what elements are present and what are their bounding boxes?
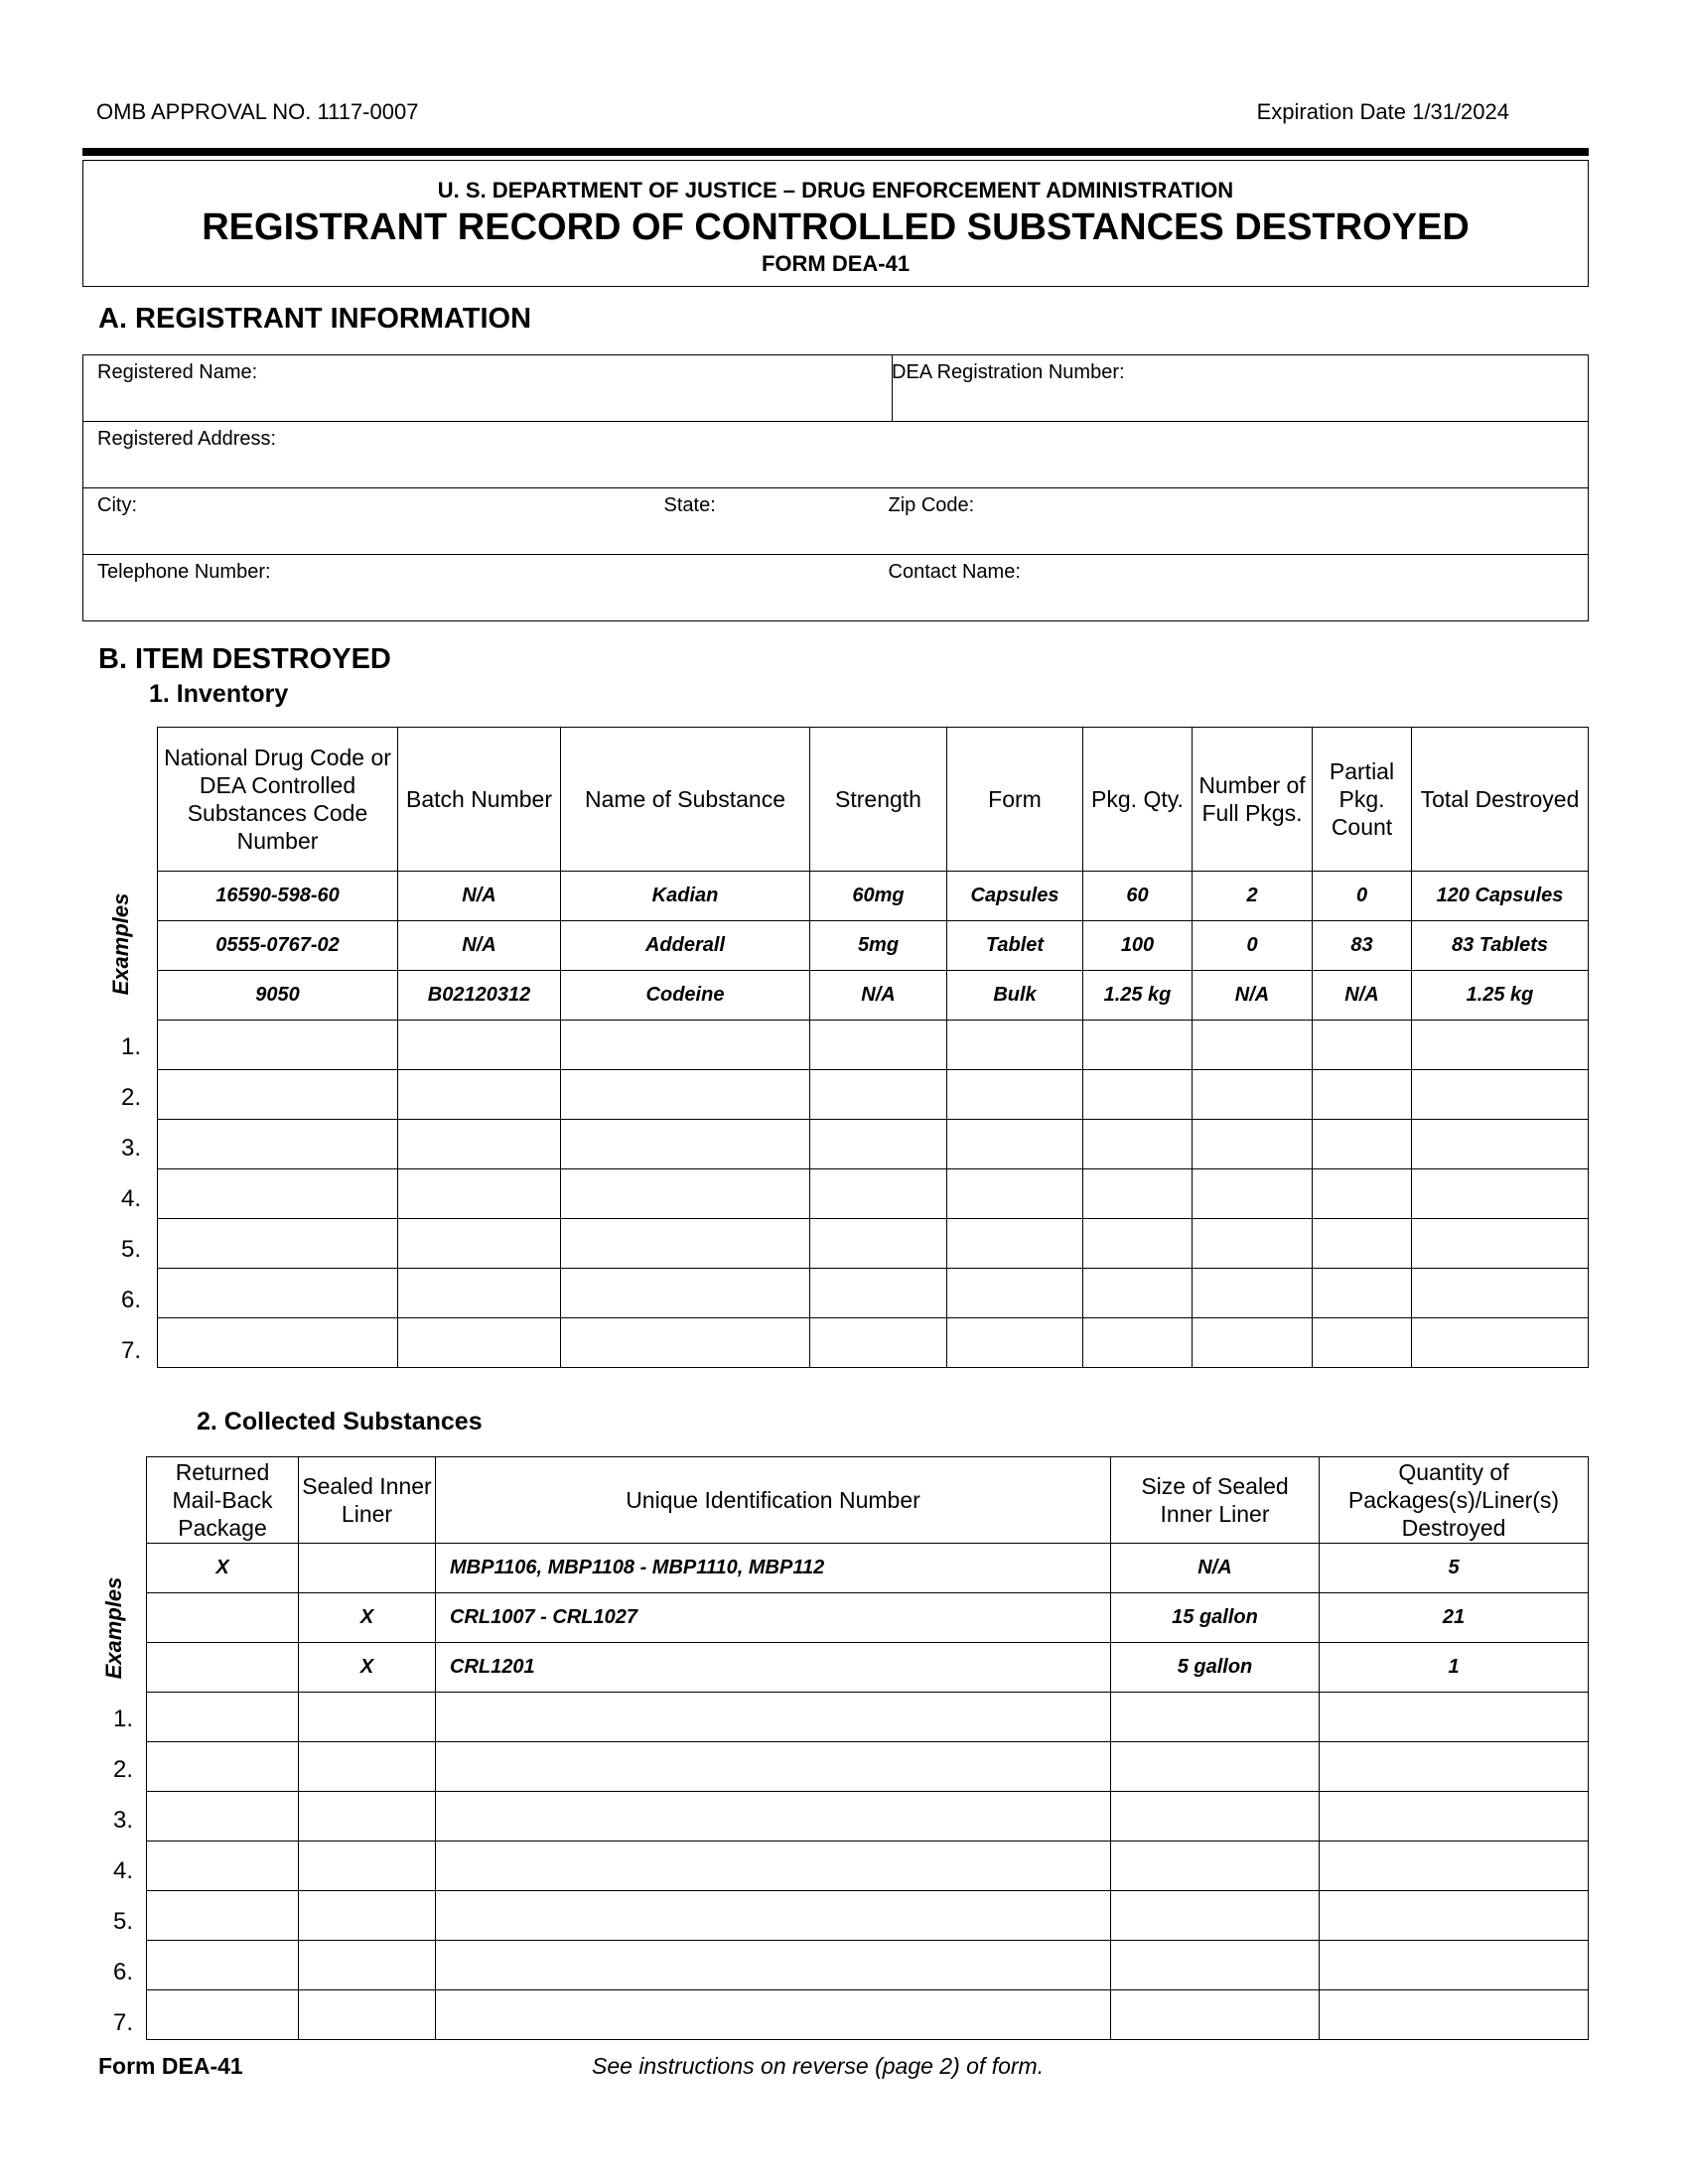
expiration-date: Expiration Date 1/31/2024 <box>1256 99 1509 124</box>
entry-cell[interactable] <box>147 1742 299 1792</box>
inv-col-header: Batch Number <box>398 728 561 872</box>
inv-col-header: Strength <box>810 728 947 872</box>
example-cell: CRL1201 <box>436 1643 1111 1693</box>
entry-cell[interactable] <box>1313 1219 1412 1269</box>
example-row <box>158 872 1589 921</box>
entry-cell[interactable] <box>147 1941 299 1990</box>
entry-cell[interactable] <box>1320 1891 1589 1941</box>
entry-cell[interactable] <box>1193 1120 1313 1169</box>
entry-cell[interactable] <box>398 1070 561 1120</box>
footer-form: Form DEA-41 <box>98 2053 243 2079</box>
entry-cell[interactable] <box>561 1269 810 1318</box>
example-cell: 5 gallon <box>1111 1643 1320 1693</box>
entry-cell[interactable] <box>1111 1891 1320 1941</box>
col-col-header: Unique Identification Number <box>436 1457 1111 1544</box>
row-number: 4. <box>112 1857 133 1884</box>
example-cell: CRL1007 - CRL1027 <box>436 1593 1111 1643</box>
entry-cell[interactable] <box>147 1792 299 1842</box>
entry-cell[interactable] <box>147 1990 299 2040</box>
example-cell: 60mg <box>810 872 947 921</box>
entry-cell[interactable] <box>810 1318 947 1368</box>
form-title: REGISTRANT RECORD OF CONTROLLED SUBSTANCES DESTROYED <box>202 206 1470 248</box>
example-row <box>158 921 1589 971</box>
entry-cell[interactable] <box>1412 1269 1589 1318</box>
entry-cell[interactable] <box>1412 1120 1589 1169</box>
entry-row <box>147 1842 1589 1891</box>
entry-cell[interactable] <box>947 1219 1083 1269</box>
collected-table <box>146 1456 1589 2040</box>
example-cell: 120 Capsules <box>1412 872 1589 921</box>
inventory-table <box>157 727 1589 1368</box>
row-number: 7. <box>120 1337 141 1364</box>
contact-label: Contact Name: <box>888 561 1021 583</box>
entry-cell[interactable] <box>947 1070 1083 1120</box>
collected-examples-label: Examples <box>101 1576 126 1680</box>
entry-cell[interactable] <box>398 1169 561 1219</box>
example-cell: X <box>299 1643 436 1693</box>
entry-cell[interactable] <box>1193 1070 1313 1120</box>
entry-cell[interactable] <box>1193 1318 1313 1368</box>
example-cell: 1 <box>1320 1643 1589 1693</box>
entry-cell[interactable] <box>1111 1742 1320 1792</box>
example-cell: 5mg <box>810 921 947 971</box>
entry-cell[interactable] <box>1313 1120 1412 1169</box>
row-number: 5. <box>112 1908 133 1935</box>
entry-row <box>158 1269 1589 1318</box>
registrant-table <box>82 354 1589 621</box>
col-col-header: Size of Sealed Inner Liner <box>1111 1457 1320 1544</box>
entry-cell[interactable] <box>810 1269 947 1318</box>
entry-cell[interactable] <box>810 1169 947 1219</box>
entry-row <box>158 1021 1589 1070</box>
example-cell: Codeine <box>561 971 810 1021</box>
entry-cell[interactable] <box>561 1318 810 1368</box>
inventory-heading: 1. Inventory <box>149 680 289 708</box>
entry-cell[interactable] <box>398 1219 561 1269</box>
example-cell: 5 <box>1320 1544 1589 1593</box>
row-number: 3. <box>120 1135 141 1161</box>
inventory-examples-label: Examples <box>108 892 133 996</box>
state-label: State: <box>663 494 716 516</box>
registered-name-field[interactable] <box>83 355 893 422</box>
entry-cell[interactable] <box>1320 1693 1589 1742</box>
example-cell: 21 <box>1320 1593 1589 1643</box>
entry-cell[interactable] <box>1193 1269 1313 1318</box>
row-number: 7. <box>112 2009 133 2036</box>
entry-cell[interactable] <box>1193 1021 1313 1070</box>
example-row <box>147 1544 1589 1593</box>
entry-cell[interactable] <box>398 1318 561 1368</box>
entry-cell[interactable] <box>1083 1021 1193 1070</box>
form-number: FORM DEA-41 <box>761 251 911 276</box>
contact-field[interactable] <box>888 555 1589 621</box>
entry-cell[interactable] <box>436 1742 1111 1792</box>
example-cell: Tablet <box>947 921 1083 971</box>
entry-cell[interactable] <box>561 1169 810 1219</box>
example-cell: 83 <box>1313 921 1412 971</box>
example-cell <box>147 1643 299 1693</box>
entry-cell[interactable] <box>947 1269 1083 1318</box>
example-cell: N/A <box>1193 971 1313 1021</box>
entry-cell[interactable] <box>1412 1021 1589 1070</box>
example-cell: 1.25 kg <box>1083 971 1193 1021</box>
row-number: 1. <box>112 1706 133 1732</box>
inv-col-header: Number of Full Pkgs. <box>1193 728 1313 872</box>
entry-cell[interactable] <box>299 1792 436 1842</box>
entry-row <box>158 1120 1589 1169</box>
entry-cell[interactable] <box>1083 1070 1193 1120</box>
address-label: Registered Address: <box>97 428 277 450</box>
example-cell: 2 <box>1193 872 1313 921</box>
example-cell: 9050 <box>158 971 398 1021</box>
example-cell: X <box>147 1544 299 1593</box>
col-col-header: Sealed Inner Liner <box>299 1457 436 1544</box>
dea-number-label: DEA Registration Number: <box>892 361 1125 383</box>
entry-row <box>147 1792 1589 1842</box>
entry-row <box>147 1941 1589 1990</box>
example-cell: 83 Tablets <box>1412 921 1589 971</box>
entry-cell[interactable] <box>1320 1990 1589 2040</box>
address-field[interactable] <box>83 422 1589 488</box>
entry-cell[interactable] <box>1320 1941 1589 1990</box>
entry-cell[interactable] <box>398 1269 561 1318</box>
entry-cell[interactable] <box>1313 1169 1412 1219</box>
entry-cell[interactable] <box>810 1219 947 1269</box>
example-cell: X <box>299 1593 436 1643</box>
entry-row <box>147 1990 1589 2040</box>
entry-cell[interactable] <box>158 1070 398 1120</box>
entry-cell[interactable] <box>1313 1269 1412 1318</box>
row-number: 6. <box>120 1287 141 1313</box>
inv-col-header: Name of Substance <box>561 728 810 872</box>
example-cell: 15 gallon <box>1111 1593 1320 1643</box>
entry-row <box>158 1070 1589 1120</box>
entry-cell[interactable] <box>810 1120 947 1169</box>
omb-approval: OMB APPROVAL NO. 1117-0007 <box>96 99 419 124</box>
entry-cell[interactable] <box>1193 1219 1313 1269</box>
inv-col-header: Pkg. Qty. <box>1083 728 1193 872</box>
entry-cell[interactable] <box>947 1318 1083 1368</box>
entry-cell[interactable] <box>299 1891 436 1941</box>
telephone-field[interactable] <box>83 555 893 621</box>
entry-cell[interactable] <box>1083 1169 1193 1219</box>
telephone-label: Telephone Number: <box>97 561 271 583</box>
entry-cell[interactable] <box>299 1842 436 1891</box>
entry-cell[interactable] <box>147 1693 299 1742</box>
entry-cell[interactable] <box>299 1693 436 1742</box>
row-number: 5. <box>120 1236 141 1263</box>
entry-cell[interactable] <box>436 1990 1111 2040</box>
city-label: City: <box>97 494 137 516</box>
row-number: 4. <box>120 1185 141 1212</box>
example-cell: N/A <box>398 921 561 971</box>
example-cell: 0 <box>1313 872 1412 921</box>
entry-cell[interactable] <box>1320 1742 1589 1792</box>
collected-heading: 2. Collected Substances <box>197 1408 483 1435</box>
example-cell: 0555-0767-02 <box>158 921 398 971</box>
col-col-header: Quantity of Packages(s)/Liner(s) Destroyed <box>1320 1457 1589 1544</box>
example-cell: 60 <box>1083 872 1193 921</box>
entry-cell[interactable] <box>561 1219 810 1269</box>
row-number: 1. <box>120 1033 141 1060</box>
entry-cell[interactable] <box>1111 1842 1320 1891</box>
header-rule <box>82 148 1589 156</box>
entry-cell[interactable] <box>1313 1070 1412 1120</box>
entry-row <box>147 1693 1589 1742</box>
entry-cell[interactable] <box>158 1169 398 1219</box>
entry-row <box>147 1742 1589 1792</box>
city-field[interactable] <box>83 488 649 555</box>
entry-cell[interactable] <box>436 1693 1111 1742</box>
example-cell: N/A <box>398 872 561 921</box>
entry-cell[interactable] <box>299 1742 436 1792</box>
example-cell: N/A <box>1111 1544 1320 1593</box>
row-number: 3. <box>112 1807 133 1834</box>
entry-cell[interactable] <box>947 1120 1083 1169</box>
entry-cell[interactable] <box>1412 1318 1589 1368</box>
entry-cell[interactable] <box>1083 1318 1193 1368</box>
entry-cell[interactable] <box>436 1941 1111 1990</box>
entry-cell[interactable] <box>398 1120 561 1169</box>
entry-cell[interactable] <box>1111 1792 1320 1842</box>
entry-cell[interactable] <box>1111 1693 1320 1742</box>
row-number: 2. <box>120 1084 141 1111</box>
example-row <box>147 1643 1589 1693</box>
entry-cell[interactable] <box>1083 1120 1193 1169</box>
entry-cell[interactable] <box>299 1941 436 1990</box>
entry-cell[interactable] <box>561 1070 810 1120</box>
example-cell: 0 <box>1193 921 1313 971</box>
entry-cell[interactable] <box>1320 1792 1589 1842</box>
example-cell: 16590-598-60 <box>158 872 398 921</box>
entry-cell[interactable] <box>436 1842 1111 1891</box>
example-cell: MBP1106, MBP1108 - MBP1110, MBP112 <box>436 1544 1111 1593</box>
entry-cell[interactable] <box>1313 1021 1412 1070</box>
registered-name-label: Registered Name: <box>97 361 258 383</box>
entry-cell[interactable] <box>158 1120 398 1169</box>
entry-cell[interactable] <box>947 1021 1083 1070</box>
entry-cell[interactable] <box>810 1070 947 1120</box>
example-cell <box>299 1544 436 1593</box>
entry-cell[interactable] <box>1412 1070 1589 1120</box>
entry-cell[interactable] <box>147 1891 299 1941</box>
entry-cell[interactable] <box>299 1990 436 2040</box>
example-row <box>158 971 1589 1021</box>
inv-col-header: Total Destroyed <box>1412 728 1589 872</box>
entry-cell[interactable] <box>158 1269 398 1318</box>
example-cell: B02120312 <box>398 971 561 1021</box>
section-b-heading: B. ITEM DESTROYED <box>98 643 391 675</box>
entry-cell[interactable] <box>1111 1941 1320 1990</box>
example-cell: Bulk <box>947 971 1083 1021</box>
example-cell: Kadian <box>561 872 810 921</box>
entry-cell[interactable] <box>158 1318 398 1368</box>
entry-cell[interactable] <box>1313 1318 1412 1368</box>
entry-cell[interactable] <box>436 1891 1111 1941</box>
example-cell: Adderall <box>561 921 810 971</box>
entry-cell[interactable] <box>1083 1219 1193 1269</box>
entry-row <box>158 1318 1589 1368</box>
entry-cell[interactable] <box>436 1792 1111 1842</box>
entry-cell[interactable] <box>1111 1990 1320 2040</box>
zip-label: Zip Code: <box>888 494 975 516</box>
entry-cell[interactable] <box>147 1842 299 1891</box>
entry-cell[interactable] <box>810 1021 947 1070</box>
form-header <box>82 160 1589 287</box>
entry-cell[interactable] <box>398 1021 561 1070</box>
dea-number-field[interactable] <box>893 355 1589 422</box>
department: U. S. DEPARTMENT OF JUSTICE – DRUG ENFORCEMENT ADMINISTRATION <box>437 178 1234 203</box>
example-cell: N/A <box>810 971 947 1021</box>
entry-cell[interactable] <box>561 1021 810 1070</box>
entry-row <box>158 1169 1589 1219</box>
entry-row <box>147 1891 1589 1941</box>
entry-cell[interactable] <box>1412 1219 1589 1269</box>
example-cell <box>147 1593 299 1643</box>
entry-cell[interactable] <box>158 1219 398 1269</box>
section-a-heading: A. REGISTRANT INFORMATION <box>98 303 532 335</box>
inv-col-header: National Drug Code or DEA Controlled Substances Code Number <box>158 728 398 872</box>
example-cell: 1.25 kg <box>1412 971 1589 1021</box>
example-cell: 100 <box>1083 921 1193 971</box>
entry-cell[interactable] <box>1412 1169 1589 1219</box>
example-cell: N/A <box>1313 971 1412 1021</box>
entry-cell[interactable] <box>158 1021 398 1070</box>
entry-cell[interactable] <box>1083 1269 1193 1318</box>
example-row <box>147 1593 1589 1643</box>
row-number: 6. <box>112 1959 133 1985</box>
state-field[interactable] <box>649 488 893 555</box>
zip-field[interactable] <box>888 488 1589 555</box>
inv-col-header: Partial Pkg. Count <box>1313 728 1412 872</box>
entry-cell[interactable] <box>1193 1169 1313 1219</box>
entry-cell[interactable] <box>561 1120 810 1169</box>
entry-row <box>158 1219 1589 1269</box>
footer-note: See instructions on reverse (page 2) of form. <box>592 2053 1045 2079</box>
col-col-header: Returned Mail-Back Package <box>147 1457 299 1544</box>
entry-cell[interactable] <box>1320 1842 1589 1891</box>
inv-col-header: Form <box>947 728 1083 872</box>
row-number: 2. <box>112 1756 133 1783</box>
entry-cell[interactable] <box>947 1169 1083 1219</box>
example-cell: Capsules <box>947 872 1083 921</box>
